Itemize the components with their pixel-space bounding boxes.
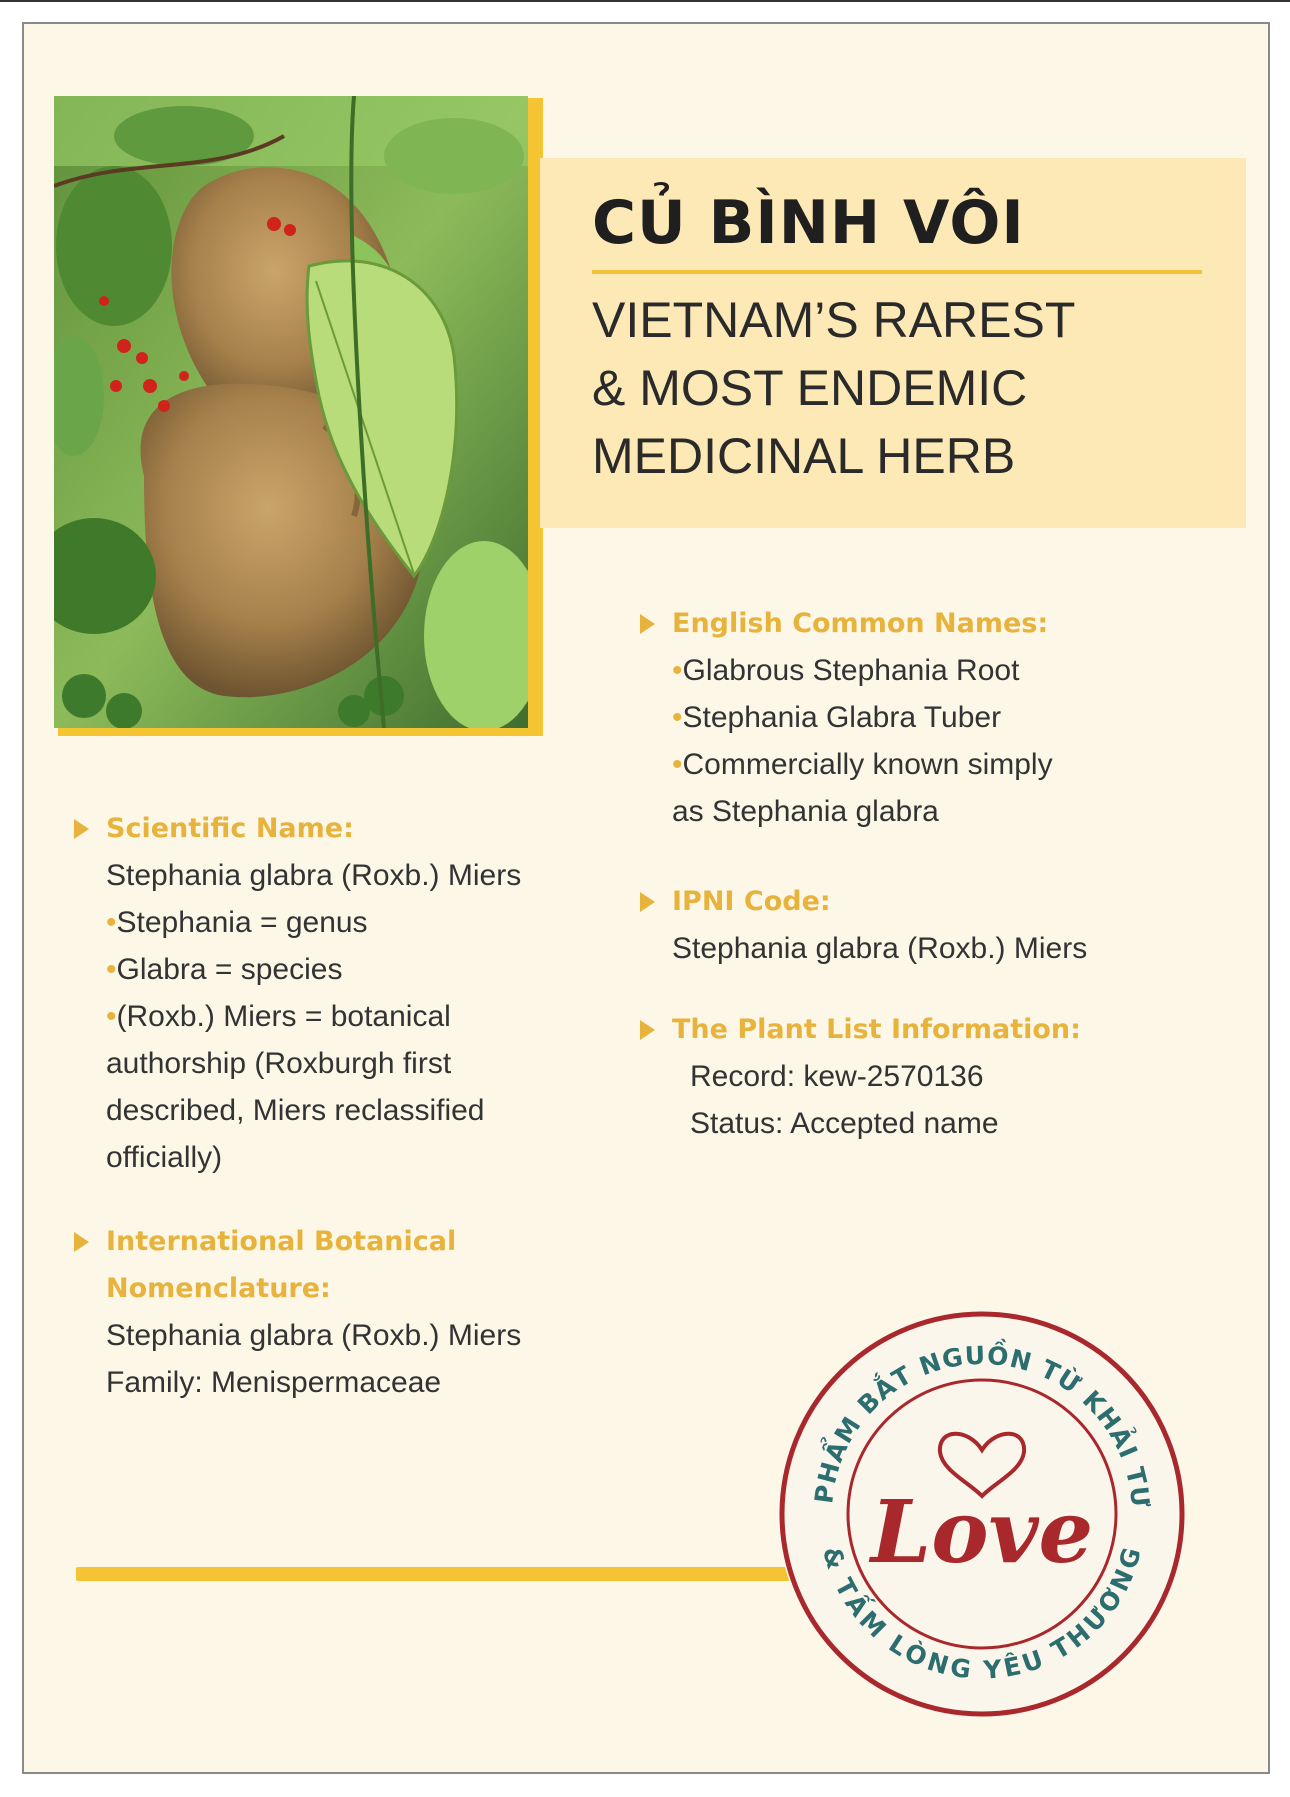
section-heading-continuation: Nomenclature: — [106, 1273, 331, 1304]
ipni-section — [672, 878, 1232, 972]
love-stamp — [768, 1300, 1196, 1728]
list-item-continuation: authorship (Roxburgh first — [106, 1047, 452, 1080]
section-heading: The Plant List Information: — [672, 1006, 1232, 1053]
list-item: •Stephania = genus — [106, 906, 368, 939]
arrow-right-icon — [640, 892, 655, 912]
list-item: •Commercially known simply — [672, 748, 1053, 781]
list-item-continuation: described, Miers reclassified — [106, 1094, 485, 1127]
nomenclature-value: Stephania glabra (Roxb.) Miers — [106, 1319, 522, 1352]
family-value: Family: Menispermaceae — [106, 1366, 442, 1399]
title-divider — [592, 270, 1202, 274]
subtitle-line: MEDICINAL HERB — [592, 428, 1016, 484]
list-item-continuation: officially) — [106, 1141, 223, 1174]
list-item: •Glabra = species — [106, 953, 343, 986]
section-heading: English Common Names: — [672, 600, 1232, 647]
scientific-name-value: Stephania glabra (Roxb.) Miers — [106, 859, 522, 892]
status-value: Status: Accepted name — [690, 1107, 999, 1140]
list-item: •(Roxb.) Miers = botanical — [106, 1000, 451, 1033]
arrow-right-icon — [640, 1020, 655, 1040]
arrow-right-icon — [640, 614, 655, 634]
section-heading: IPNI Code: — [672, 878, 1232, 925]
subtitle-line: VIETNAM’S RAREST — [592, 292, 1076, 348]
ipni-value: Stephania glabra (Roxb.) Miers — [672, 932, 1088, 965]
list-item: •Stephania Glabra Tuber — [672, 701, 1002, 734]
record-value: Record: kew-2570136 — [690, 1060, 984, 1093]
scientific-name-section — [106, 805, 626, 1181]
plant-list-section — [672, 1006, 1232, 1147]
section-heading: International Botanical — [106, 1218, 626, 1265]
list-item: •Glabrous Stephania Root — [672, 654, 1020, 687]
top-border — [0, 0, 1290, 2]
stamp-center-text: Love — [870, 1482, 1094, 1583]
subtitle — [592, 286, 1212, 490]
stamp-bottom-text: & TẤM LÒNG YÊU THƯƠNG — [816, 1543, 1148, 1685]
plant-photo — [54, 96, 528, 728]
english-names-section — [672, 600, 1232, 835]
stamp-top-text: PHẨM BẮT NGUỒN TỪ KHẢI TƯ — [809, 1340, 1156, 1510]
arrow-right-icon — [74, 1232, 89, 1252]
section-heading: Scientific Name: — [106, 805, 626, 852]
subtitle-line: & MOST ENDEMIC — [592, 360, 1028, 416]
international-nomenclature-section — [106, 1218, 626, 1406]
page-title: CỦ BÌNH VÔI — [592, 188, 1025, 258]
arrow-right-icon — [74, 819, 89, 839]
bottom-divider — [76, 1567, 806, 1581]
list-item-continuation: as Stephania glabra — [672, 795, 939, 828]
